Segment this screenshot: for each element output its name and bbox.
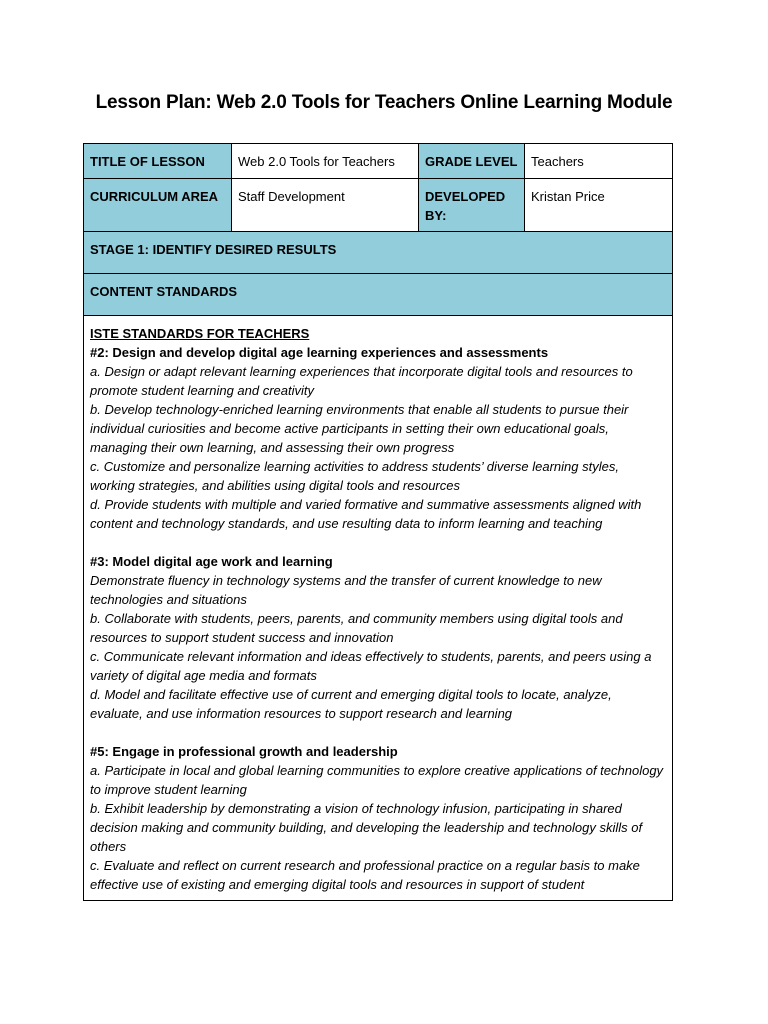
lesson-plan-table [83,143,673,901]
developed-by-value: Kristan Price [525,179,673,232]
standard-5-item-c: c. Evaluate and reflect on current research and professional practice on a regular basis to make effective use of existing and emerging digital tools and resources in support of student [90,858,640,892]
content-standards-heading: CONTENT STANDARDS [84,274,673,316]
table-row [84,179,673,232]
curriculum-area-label: CURRICULUM AREA [84,179,232,232]
curriculum-area-value: Staff Development [232,179,419,232]
grade-level-value: Teachers [525,144,673,179]
table-row [84,144,673,179]
standard-2-item-a: a. Design or adapt relevant learning experiences that incorporate digital tools and resources to promote student learning and creativity [90,364,633,398]
standard-5-title: #5: Engage in professional growth and leadership [90,744,398,759]
standard-2-item-b: b. Develop technology-enriched learning environments that enable all students to pursue their individual curiosities and become active participants in setting their own educational goals, managing their own learning, and assessing their own progress [90,402,629,455]
table-row [84,232,673,274]
title-of-lesson-value: Web 2.0 Tools for Teachers [232,144,419,179]
table-row [84,316,673,901]
standard-5-item-a: a. Participate in local and global learning communities to explore creative applications of technology to improve student learning [90,763,664,797]
standard-3-item-d: d. Model and facilitate effective use of current and emerging digital tools to locate, analyze, evaluate, and use information resources to support research and learning [90,687,612,721]
standard-3-item-c: c. Communicate relevant information and ideas effectively to students, parents, and peers using a variety of digital age media and formats [90,649,652,683]
title-of-lesson-label: TITLE OF LESSON [84,144,232,179]
iste-standards-heading: ISTE STANDARDS FOR TEACHERS [90,326,310,341]
developed-by-label: DEVELOPED BY: [419,179,525,232]
standard-2-title: #2: Design and develop digital age learning experiences and assessments [90,345,549,360]
stage-1-heading: STAGE 1: IDENTIFY DESIRED RESULTS [84,232,673,274]
standard-2-item-d: d. Provide students with multiple and varied formative and summative assessments aligned with content and technology standards, and use resulting data to inform learning and teaching [90,497,642,531]
spacer [90,723,666,742]
spacer [90,533,666,552]
page-title: Lesson Plan: Web 2.0 Tools for Teachers Online Learning Module [95,92,673,113]
table-row [84,274,673,316]
standard-5-item-b: b. Exhibit leadership by demonstrating a vision of technology infusion, participating in shared decision making and community building, and developing the leadership and technology skills of others [90,801,643,854]
standard-3-item-a: Demonstrate fluency in technology systems and the transfer of current knowledge to new technologies and situations [90,573,602,607]
standard-3-title: #3: Model digital age work and learning [90,554,333,569]
grade-level-label: GRADE LEVEL [419,144,525,179]
standard-3-item-b: b. Collaborate with students, peers, parents, and community members using digital tools and resources to support student success and innovation [90,611,623,645]
standard-2-item-c: c. Customize and personalize learning activities to address students’ diverse learning styles, working strategies, and abilities using digital tools and resources [90,459,619,493]
standards-cell [84,316,673,901]
